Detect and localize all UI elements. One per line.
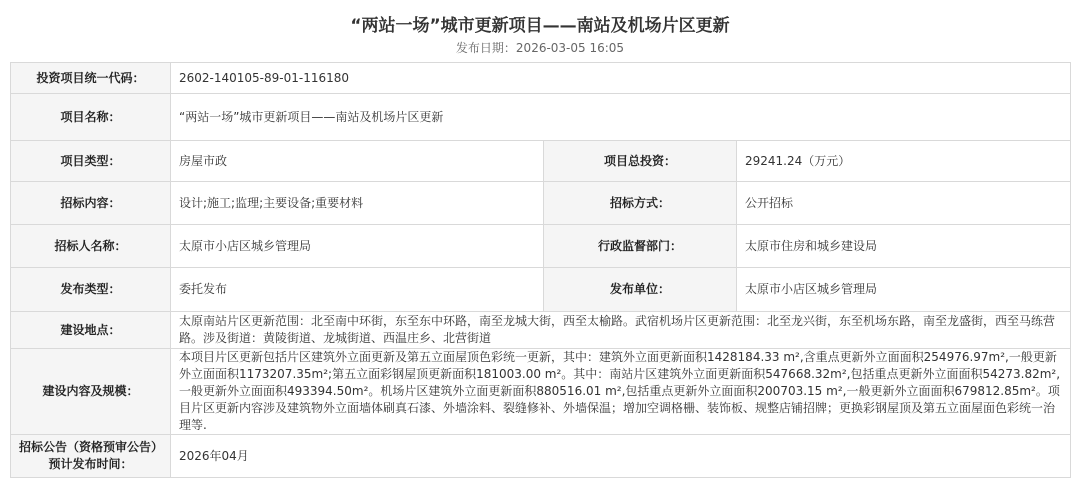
scope-label: 建设内容及规模： <box>11 349 171 435</box>
supervisor-value: 太原市住房和城乡建设局 <box>737 225 1071 268</box>
notice-time-label <box>11 435 171 478</box>
tender-method-label: 招标方式： <box>544 182 737 225</box>
page-header <box>0 0 1080 57</box>
project-type-value: 房屋市政 <box>171 141 544 182</box>
scope-value: 本项目片区更新包括片区建筑外立面更新及第五立面屋顶色彩统一更新，其中：建筑外立面更新面积1428184.33 m²,含重点更新外立面面积254976.97m²,一般更新外立面面积1173207.35m²;第五立面彩钢屋顶更新面积181003.00 m²。其中：南站片区建筑外立面更新面积547668.32m²,包括重点更新外立面面积54273.82m²,一般更新外立面面积493394.50m²。机场片区建筑外立面更新面积880516.01 m²,包括重点更新外立面面积200703.15 m²,一般更新外立面面积679812.85m²。项目片区更新内容涉及建筑物外立面墙体刷真石漆、外墙涂料、裂缝修补、外墙保温；增加空调格栅、装饰板、规整店铺招牌；更换彩钢屋顶及第五立面屋面色彩统一治理等. <box>171 349 1071 435</box>
tender-content-value: 设计;施工;监理;主要设备;重要材料 <box>171 182 544 225</box>
publish-unit-value: 太原市小店区城乡管理局 <box>737 268 1071 312</box>
project-code-value: 2602-140105-89-01-116180 <box>171 63 1071 94</box>
project-code-label: 投资项目统一代码： <box>11 63 171 94</box>
row-notice-time <box>11 435 1071 478</box>
project-name-label: 项目名称： <box>11 94 171 141</box>
total-investment-label: 项目总投资： <box>544 141 737 182</box>
tender-method-value: 公开招标 <box>737 182 1071 225</box>
notice-time-label-line1: 招标公告（资格预审公告） <box>19 440 164 454</box>
notice-time-value: 2026年04月 <box>171 435 1071 478</box>
row-scope <box>11 349 1071 435</box>
location-label: 建设地点： <box>11 312 171 349</box>
tender-content-label: 招标内容： <box>11 182 171 225</box>
row-tender-content <box>11 182 1071 225</box>
publish-unit-label: 发布单位： <box>544 268 737 312</box>
publish-type-value: 委托发布 <box>171 268 544 312</box>
publish-date: 发布日期：2026-03-05 16:05 <box>455 41 625 55</box>
tenderer-name-value: 太原市小店区城乡管理局 <box>171 225 544 268</box>
notice-time-label-line2: 预计发布时间： <box>48 457 133 471</box>
supervisor-label: 行政监督部门： <box>544 225 737 268</box>
page-title: “两站一场”城市更新项目——南站及机场片区更新 <box>350 16 730 36</box>
row-tenderer <box>11 225 1071 268</box>
tenderer-name-label: 招标人名称： <box>11 225 171 268</box>
row-location <box>11 312 1071 349</box>
project-type-label: 项目类型： <box>11 141 171 182</box>
row-project-code <box>11 63 1071 94</box>
location-value: 太原南站片区更新范围：北至南中环街，东至东中环路，南至龙城大街，西至太榆路。武宿机场片区更新范围：北至龙兴街，东至机场东路，南至龙盛街，西至马练营路。涉及街道：黄陵街道、龙城街道、西温庄乡、北营街道 <box>171 312 1071 349</box>
project-info-table <box>10 62 1071 478</box>
row-publish-type <box>11 268 1071 312</box>
row-project-type <box>11 141 1071 182</box>
project-name-value: “两站一场”城市更新项目——南站及机场片区更新 <box>171 94 1071 141</box>
publish-type-label: 发布类型： <box>11 268 171 312</box>
row-project-name <box>11 94 1071 141</box>
total-investment-value: 29241.24（万元） <box>737 141 1071 182</box>
